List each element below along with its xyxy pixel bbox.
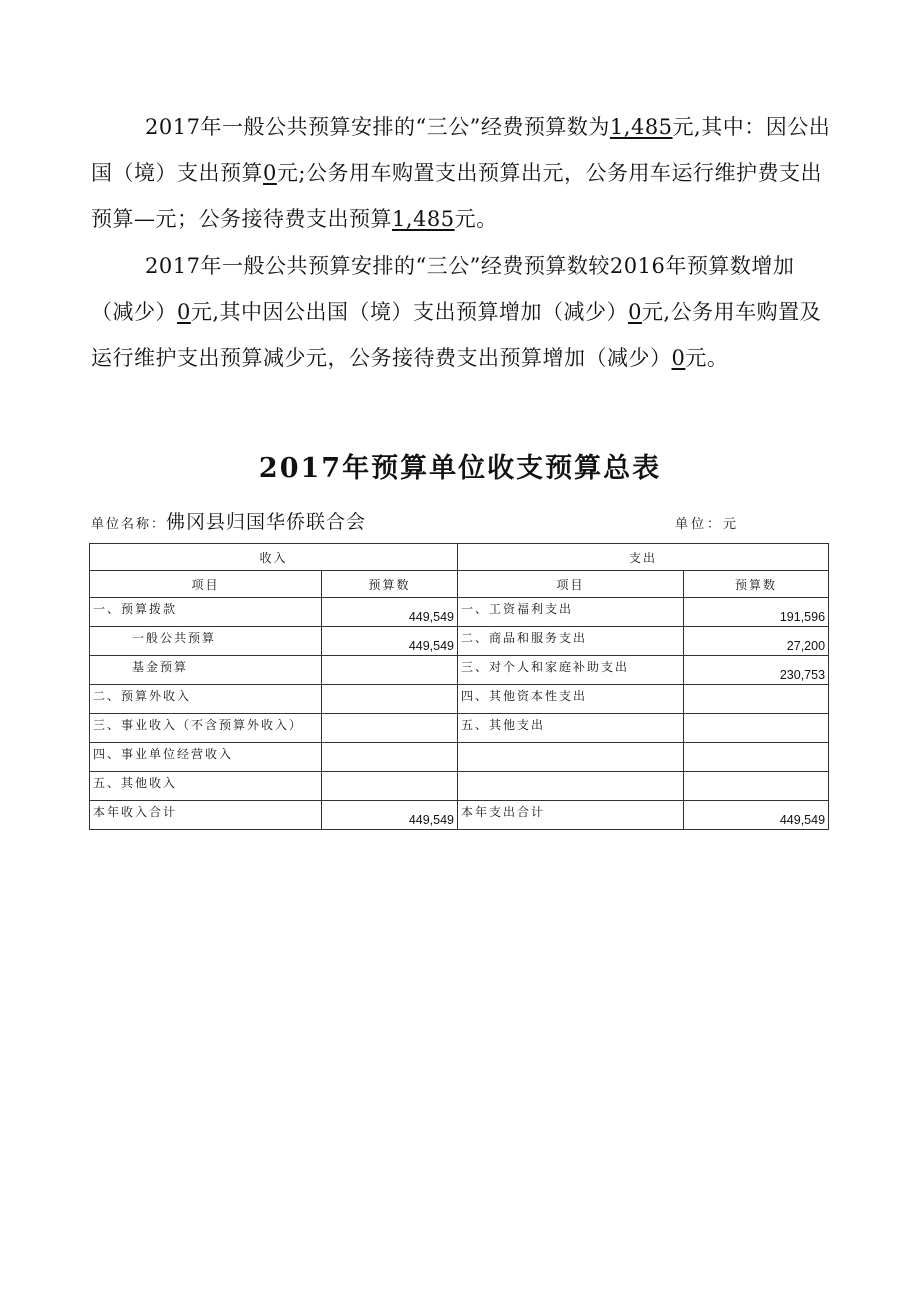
table-row bbox=[90, 714, 829, 743]
para2-text-2: 元,其中因公出国（境）支出预算增加（减少） bbox=[190, 300, 629, 324]
para2-text-3: 元,公务用车购置及运行维护支出预算减少元，公务接待费支出预算增加（减少） bbox=[91, 300, 822, 370]
table-row bbox=[90, 656, 829, 685]
income-value bbox=[322, 685, 458, 714]
income-item: 三、事业收入（不含预算外收入） bbox=[90, 714, 322, 743]
income-value bbox=[322, 772, 458, 801]
table-header-row bbox=[90, 544, 829, 571]
paragraph-three-public-budget bbox=[91, 104, 831, 242]
expense-total-value: 449,549 bbox=[684, 801, 829, 830]
income-item: 一般公共预算 bbox=[90, 627, 322, 656]
table-row bbox=[90, 598, 829, 627]
income-value bbox=[322, 714, 458, 743]
income-value bbox=[322, 656, 458, 685]
expense-item: 三、对个人和家庭补助支出 bbox=[458, 656, 684, 685]
expense-item-header: 项目 bbox=[458, 571, 684, 598]
table-body bbox=[90, 544, 829, 830]
expense-item bbox=[458, 772, 684, 801]
income-item: 一、预算拨款 bbox=[90, 598, 322, 627]
income-item: 基金预算 bbox=[90, 656, 322, 685]
income-total-label: 本年收入合计 bbox=[90, 801, 322, 830]
expense-value: 230,753 bbox=[684, 656, 829, 685]
unit-name-value: 佛冈县归国华侨联合会 bbox=[166, 511, 367, 533]
table-row bbox=[90, 685, 829, 714]
expense-value: 27,200 bbox=[684, 627, 829, 656]
expense-value bbox=[684, 714, 829, 743]
three-public-change: 0 bbox=[177, 300, 191, 324]
income-value: 449,549 bbox=[322, 598, 458, 627]
table-total-row bbox=[90, 801, 829, 830]
para1-text-2: 元,其中：因公出国（境）支出预算 bbox=[91, 115, 831, 185]
expense-item: 二、商品和服务支出 bbox=[458, 627, 684, 656]
expense-item bbox=[458, 743, 684, 772]
table-row bbox=[90, 743, 829, 772]
income-item: 五、其他收入 bbox=[90, 772, 322, 801]
income-item-header: 项目 bbox=[90, 571, 322, 598]
para1-text-4: 元。 bbox=[454, 207, 498, 231]
expense-value: 191,596 bbox=[684, 598, 829, 627]
expense-header: 支出 bbox=[458, 544, 829, 571]
expense-value bbox=[684, 743, 829, 772]
reception-budget: 1,485 bbox=[392, 207, 455, 231]
expense-value bbox=[684, 772, 829, 801]
expense-value bbox=[684, 685, 829, 714]
income-value bbox=[322, 743, 458, 772]
table-title: 2017年预算单位收支预算总表 bbox=[258, 453, 662, 484]
expense-item: 五、其他支出 bbox=[458, 714, 684, 743]
expense-total-label: 本年支出合计 bbox=[458, 801, 684, 830]
unit-name-label: 单位名称： bbox=[91, 517, 167, 532]
unit-info-row bbox=[91, 507, 831, 535]
budget-summary-table bbox=[89, 543, 829, 830]
para1-text-1: 2017年一般公共预算安排的“三公”经费预算数为 bbox=[145, 115, 610, 139]
para2-text-1: 2017年一般公共预算安排的“三公”经费预算数较2016年预算数增加（减少） bbox=[91, 254, 795, 324]
expense-budget-header: 预算数 bbox=[684, 571, 829, 598]
table-row bbox=[90, 772, 829, 801]
income-total-value: 449,549 bbox=[322, 801, 458, 830]
paragraph-three-public-change bbox=[91, 243, 831, 381]
table-row bbox=[90, 627, 829, 656]
three-public-total: 1,485 bbox=[609, 115, 673, 139]
expense-item: 一、工资福利支出 bbox=[458, 598, 684, 627]
reception-change: 0 bbox=[671, 346, 686, 370]
overseas-budget: 0 bbox=[263, 161, 277, 185]
para1-text-3: 元;公务用车购置支出预算出元，公务用车运行维护费支出预算—元；公务接待费支出预算 bbox=[91, 161, 822, 231]
income-header: 收入 bbox=[90, 544, 458, 571]
income-item: 四、事业单位经营收入 bbox=[90, 743, 322, 772]
para2-text-4: 元。 bbox=[685, 346, 729, 370]
income-item: 二、预算外收入 bbox=[90, 685, 322, 714]
expense-item: 四、其他资本性支出 bbox=[458, 685, 684, 714]
currency-unit-label: 单位：元 bbox=[675, 517, 740, 532]
income-budget-header: 预算数 bbox=[322, 571, 458, 598]
income-value: 449,549 bbox=[322, 627, 458, 656]
overseas-change: 0 bbox=[628, 300, 642, 324]
table-subheader-row bbox=[90, 571, 829, 598]
